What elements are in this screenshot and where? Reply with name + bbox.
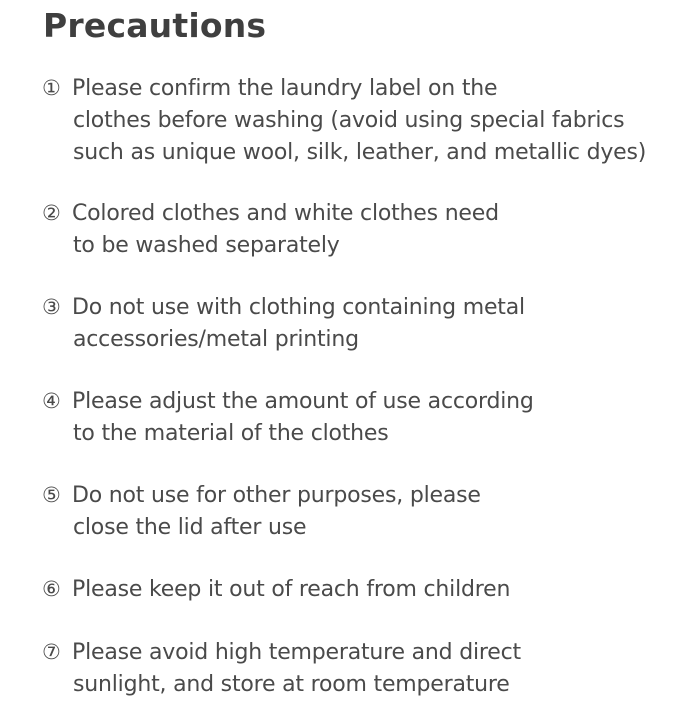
item-text-line: Please avoid high temperature and direct xyxy=(72,640,521,665)
item-number: ⑦ xyxy=(42,640,61,664)
item-number: ④ xyxy=(42,389,61,413)
item-text-line: such as unique wool, silk, leather, and metallic dyes) xyxy=(73,140,647,165)
item-text-line: sunlight, and store at room temperature xyxy=(73,672,510,697)
list-item xyxy=(42,72,682,169)
list-item xyxy=(42,385,682,450)
item-number: ① xyxy=(42,76,61,100)
list-item xyxy=(42,636,682,701)
item-text-line: Please confirm the laundry label on the xyxy=(72,76,498,101)
item-text-line: close the lid after use xyxy=(73,515,307,540)
list-item xyxy=(42,197,682,262)
item-text-line: Do not use with clothing containing metal xyxy=(72,295,525,320)
list-item xyxy=(42,479,682,544)
item-number: ② xyxy=(42,201,61,225)
list-item xyxy=(42,291,682,356)
item-text-line: clothes before washing (avoid using special fabrics xyxy=(73,108,625,133)
item-text-line: Please adjust the amount of use according xyxy=(72,389,534,414)
item-text-line: Please keep it out of reach from children xyxy=(72,577,511,602)
item-number: ③ xyxy=(42,295,61,319)
page-title: Precautions xyxy=(43,6,267,45)
item-text-line: accessories/metal printing xyxy=(73,327,359,352)
item-number: ⑥ xyxy=(42,577,61,601)
item-number: ⑤ xyxy=(42,483,61,507)
item-text-line: Colored clothes and white clothes need xyxy=(72,201,499,226)
item-text-line: to be washed separately xyxy=(73,233,340,258)
item-text-line: Do not use for other purposes, please xyxy=(72,483,481,508)
list-item xyxy=(42,573,682,606)
item-text-line: to the material of the clothes xyxy=(73,421,389,446)
